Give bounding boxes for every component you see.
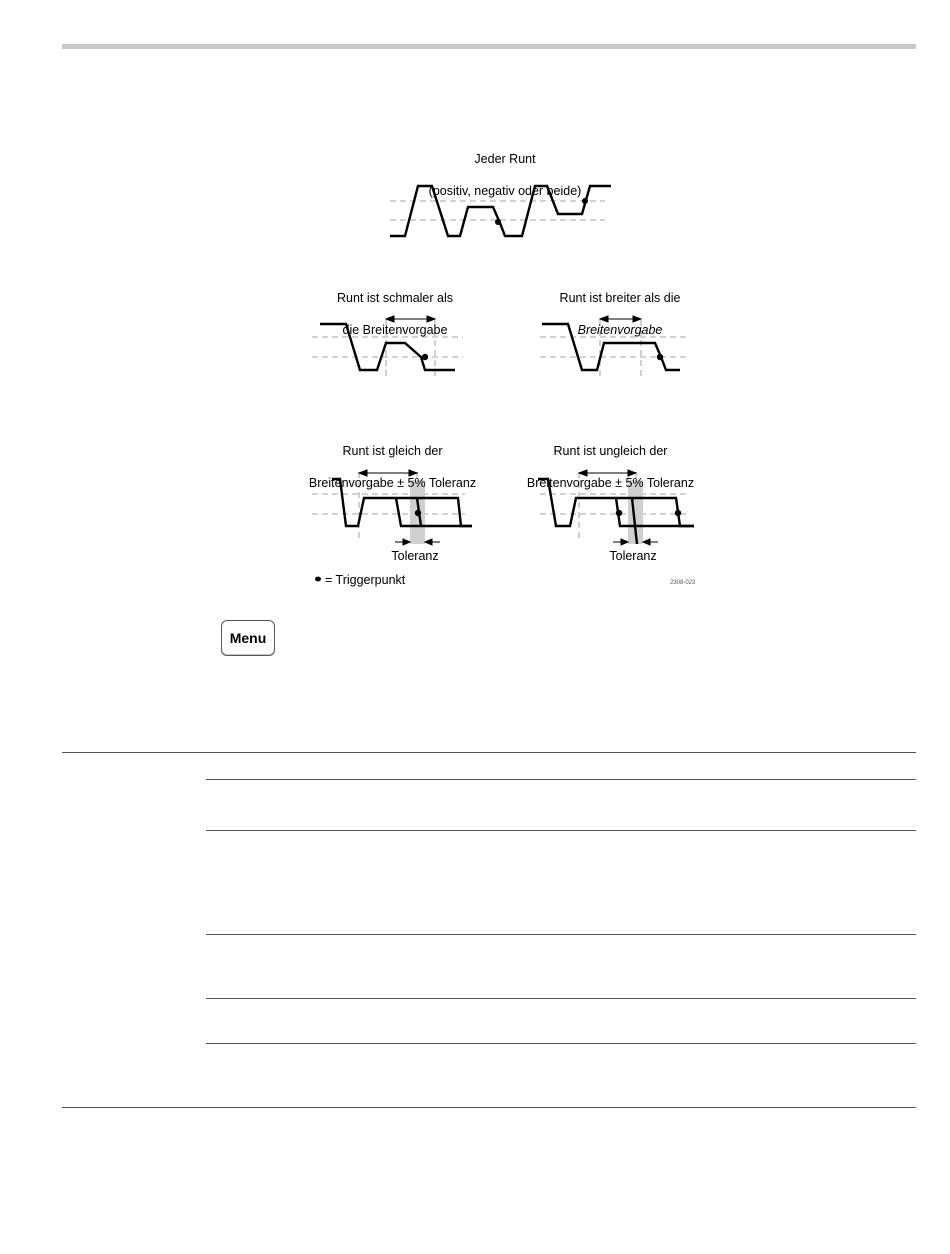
table-row-rule	[206, 934, 916, 935]
table-bottom-rule	[62, 1107, 916, 1108]
trigger-point-legend: = Triggerpunkt	[325, 573, 406, 587]
figure-id: 2308-023	[670, 580, 696, 586]
caption-narrower: Runt ist schmaler als die Breitenvorgabe	[336, 291, 453, 337]
tolerance-label-right: Toleranz	[609, 549, 657, 563]
header-rule	[62, 44, 916, 49]
menu-button[interactable]: Menu	[221, 620, 275, 656]
table-row-rule	[206, 998, 916, 999]
table-row-rule	[206, 1043, 916, 1044]
caption-unequal: Runt ist ungleich der Breitenvorgabe ± 5% Toleranz	[526, 444, 695, 490]
table-row-rule	[206, 830, 916, 831]
caption-wider: Runt ist breiter als die Breitenvorgabe	[559, 291, 681, 337]
trigger-points	[315, 198, 681, 581]
caption-any-runt: Jeder Runt (positiv, negativ oder beide)	[428, 152, 582, 198]
runt-trigger-figure	[300, 130, 720, 600]
table-row-rule	[206, 779, 916, 780]
caption-equal: Runt ist gleich der Breitenvorgabe ± 5% Toleranz	[308, 444, 477, 490]
table-top-rule	[62, 752, 916, 753]
tolerance-label-left: Toleranz	[391, 549, 439, 563]
